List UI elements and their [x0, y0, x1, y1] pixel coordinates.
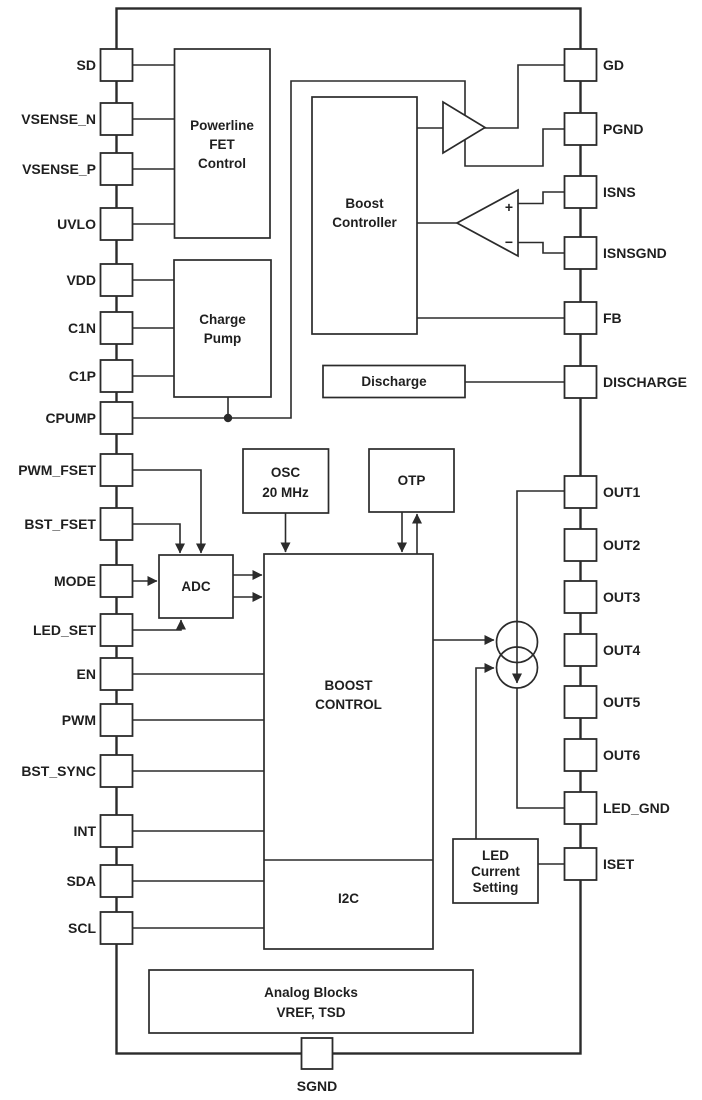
pin-isns	[565, 176, 597, 208]
wire-gate-driver-gd	[484, 65, 565, 128]
pin-scl	[101, 912, 133, 944]
pin-out5	[565, 686, 597, 718]
adc-label: ADC	[181, 579, 211, 594]
comparator-plus-sign: +	[504, 199, 514, 215]
pin-bst-fset	[101, 508, 133, 540]
pin-uvlo-label: UVLO	[57, 216, 96, 232]
pin-en	[101, 658, 133, 690]
svg-text:CONTROL: CONTROL	[315, 697, 382, 712]
boost-controller-label: Boost	[345, 196, 384, 211]
otp-label: OTP	[397, 473, 426, 488]
pin-vsense-p-label: VSENSE_P	[22, 161, 96, 177]
pin-pgnd-label: PGND	[603, 121, 644, 137]
pin-int-label: INT	[73, 823, 96, 839]
wire-out1-current-source	[517, 491, 565, 622]
pin-out2-label: OUT2	[603, 537, 641, 553]
pin-discharge-label: DISCHARGE	[603, 374, 688, 390]
block-adc	[159, 555, 233, 618]
pin-out3	[565, 581, 597, 613]
pin-isnsgnd	[565, 237, 597, 269]
pin-led-set-label: LED_SET	[32, 622, 96, 638]
pin-bst-sync	[101, 755, 133, 787]
charge-pump-label: Charge	[199, 312, 246, 327]
pin-isns-label: ISNS	[603, 184, 636, 200]
pin-c1p-label: C1P	[68, 368, 96, 384]
powerline-fet-control-label: Powerline	[190, 118, 254, 133]
svg-text:Current: Current	[471, 864, 520, 879]
block-boost-control	[264, 554, 433, 949]
pin-led-gnd	[565, 792, 597, 824]
pin-sgnd	[302, 1038, 333, 1069]
wire-pwm-fset-adc	[133, 470, 202, 553]
pin-gd	[565, 49, 597, 81]
pin-bst-sync-label: BST_SYNC	[21, 763, 96, 779]
pin-vdd-label: VDD	[66, 272, 96, 288]
pin-cpump	[101, 402, 133, 434]
pin-sda	[101, 865, 133, 897]
pin-c1n	[101, 312, 133, 344]
left-pin-labels	[18, 57, 96, 936]
block-powerline-fet-control	[175, 49, 271, 238]
comparator-minus-sign: −	[504, 234, 514, 250]
pin-vsense-n-label: VSENSE_N	[21, 111, 96, 127]
pin-fb	[565, 302, 597, 334]
wire-bst-fset-adc	[133, 524, 181, 553]
analog-blocks-label: Analog Blocks	[264, 985, 358, 1000]
pin-out3-label: OUT3	[603, 589, 641, 605]
block-otp	[369, 449, 454, 512]
pin-sd-label: SD	[76, 57, 96, 73]
pin-led-set	[101, 614, 133, 646]
pin-discharge	[565, 366, 597, 398]
pin-cpump-label: CPUMP	[45, 410, 96, 426]
osc-label: OSC	[270, 465, 301, 480]
svg-text:Pump: Pump	[203, 331, 242, 346]
block-charge-pump	[174, 260, 271, 397]
block-analog-blocks	[149, 970, 473, 1033]
wire-isnsgnd-comparator	[519, 243, 565, 254]
pin-vsense-n	[101, 103, 133, 135]
wire-led-setting-current-source	[476, 668, 494, 839]
pin-sda-label: SDA	[66, 873, 96, 889]
analog-blocks-box	[149, 970, 473, 1033]
svg-text:Controller: Controller	[332, 215, 397, 230]
pin-sd	[101, 49, 133, 81]
pin-pwm-label: PWM	[61, 712, 96, 728]
svg-text:Setting: Setting	[472, 880, 519, 895]
i2c-label: I2C	[337, 891, 360, 906]
block-led-current-setting	[453, 839, 538, 903]
wire-current-source-led-gnd	[517, 689, 565, 809]
pin-out4	[565, 634, 597, 666]
pin-iset-label: ISET	[603, 856, 635, 872]
pin-en-label: EN	[76, 666, 96, 682]
pin-isnsgnd-label: ISNSGND	[603, 245, 667, 261]
block-osc	[243, 449, 329, 513]
pin-out5-label: OUT5	[603, 694, 641, 710]
gate-driver-buffer-icon	[443, 102, 485, 153]
pin-pwm	[101, 704, 133, 736]
osc-box	[243, 449, 329, 513]
svg-text:20 MHz: 20 MHz	[262, 485, 309, 500]
charge-pump-box	[174, 260, 271, 397]
pin-scl-label: SCL	[68, 920, 96, 936]
pin-pwm-fset-label: PWM_FSET	[18, 462, 96, 478]
pin-out2	[565, 529, 597, 561]
pin-fb-label: FB	[603, 310, 622, 326]
pin-c1n-label: C1N	[67, 320, 96, 336]
block-discharge	[323, 366, 465, 398]
pin-mode-label: MODE	[54, 573, 96, 589]
pin-vsense-p	[101, 153, 133, 185]
pin-int	[101, 815, 133, 847]
wire-led-set-adc	[133, 620, 182, 630]
boost-control-label: BOOST	[324, 678, 373, 693]
pin-sgnd-label: SGND	[296, 1078, 338, 1094]
svg-text:FET: FET	[209, 137, 235, 152]
pin-out1-label: OUT1	[603, 484, 641, 500]
discharge-label: Discharge	[361, 374, 427, 389]
led-current-setting-label: LED	[482, 848, 509, 863]
pin-pwm-fset	[101, 454, 133, 486]
pin-led-gnd-label: LED_GND	[603, 800, 670, 816]
pin-mode	[101, 565, 133, 597]
wire-isns-comparator	[519, 192, 565, 204]
pin-out4-label: OUT4	[603, 642, 641, 658]
junction-dot	[224, 414, 232, 422]
pin-out1	[565, 476, 597, 508]
block-boost-controller	[312, 97, 417, 334]
wire-gate-driver-pgnd	[465, 129, 565, 166]
pin-gd-label: GD	[603, 57, 624, 73]
svg-text:Control: Control	[198, 156, 246, 171]
boost-control-box	[264, 554, 433, 949]
pin-uvlo	[101, 208, 133, 240]
pin-out6-label: OUT6	[603, 747, 641, 763]
pin-c1p	[101, 360, 133, 392]
pin-bst-fset-label: BST_FSET	[24, 516, 96, 532]
pin-vdd	[101, 264, 133, 296]
pin-pgnd	[565, 113, 597, 145]
pin-iset	[565, 848, 597, 880]
svg-text:VREF, TSD: VREF, TSD	[276, 1005, 346, 1020]
pin-out6	[565, 739, 597, 771]
